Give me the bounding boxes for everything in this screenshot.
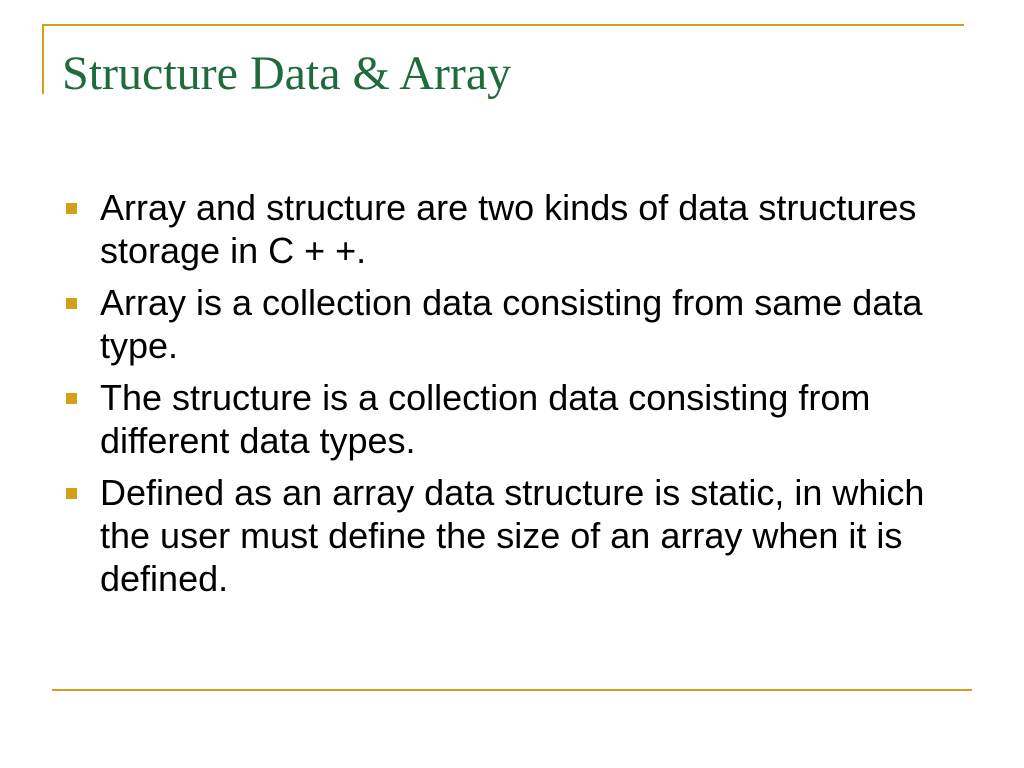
bullet-text-3: The structure is a collection data consisting from different data types. (100, 377, 871, 461)
square-bullet-icon (66, 298, 77, 309)
bullet-text-1: Array and structure are two kinds of data structures storage in C + +. (100, 187, 917, 271)
slide-title: Structure Data & Array (62, 47, 512, 100)
bullet-text-4: Defined as an array data structure is static, in which the user must define the size of an array when it is defined. (100, 472, 925, 599)
bullet-item-4 (62, 471, 972, 600)
bullet-item-2 (62, 281, 972, 367)
bullet-item-1 (62, 186, 972, 272)
bottom-border-line (52, 689, 972, 691)
square-bullet-icon (66, 488, 77, 499)
bullet-text-2: Array is a collection data consisting from same data type. (100, 282, 923, 366)
bullet-item-3 (62, 376, 972, 462)
left-border-line (42, 24, 44, 94)
top-border-line (42, 24, 964, 26)
bullet-list (62, 186, 972, 609)
square-bullet-icon (66, 203, 77, 214)
square-bullet-icon (66, 393, 77, 404)
